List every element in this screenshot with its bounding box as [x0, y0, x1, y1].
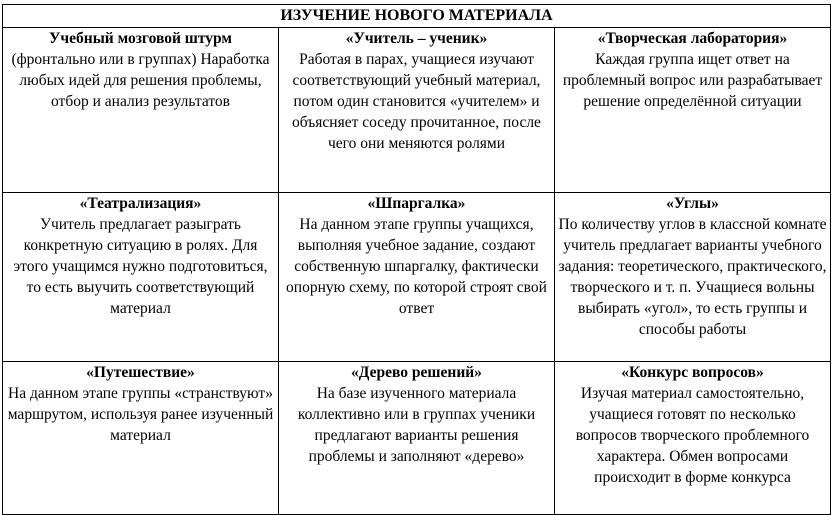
- method-description: (фронтально или в группах) Наработка любых идей для решения проблемы, отбор и анализ результатов: [11, 51, 270, 110]
- method-cell-teacher-student: [279, 28, 555, 193]
- method-title: «Театрализация»: [79, 195, 202, 212]
- method-description: Каждая группа ищет ответ на проблемный вопрос или разрабатывает решение определённой ситуации: [562, 51, 823, 110]
- method-cell-creative-lab: [555, 28, 831, 193]
- table-row: [3, 28, 831, 193]
- method-cell-brainstorm: [3, 28, 279, 193]
- method-title: «Дерево решений»: [351, 364, 482, 381]
- method-title: «Учитель – ученик»: [345, 30, 488, 47]
- method-cell-corners: [555, 193, 831, 362]
- method-description: Учитель предлагает разыграть конкретную ситуацию в ролях. Для этого учащимся нужно подготовиться, то есть выучить соответствующий материал: [13, 216, 268, 317]
- method-title: «Углы»: [666, 195, 719, 212]
- method-description: На базе изученного материала коллективно или в группах ученики предлагают варианты решения проблемы и заполняют «дерево»: [297, 385, 536, 465]
- method-title: Учебный мозговой штурм: [49, 30, 232, 47]
- table-header-row: [3, 5, 831, 28]
- method-cell-theatrical: [3, 193, 279, 362]
- method-title: «Творческая лаборатория»: [597, 30, 788, 47]
- table-row: [3, 193, 831, 362]
- method-description: Изучая материал самостоятельно, учащиеся готовят по несколько вопросов творческого проблемного характера. Обмен вопросами происходит в форме конкурса: [575, 385, 810, 486]
- method-title: «Конкурс вопросов»: [621, 364, 764, 381]
- methods-table-container: [2, 4, 830, 515]
- table-row: [3, 362, 831, 515]
- method-title: «Шпаргалка»: [367, 195, 466, 212]
- method-cell-journey: [3, 362, 279, 515]
- method-title: «Путешествие»: [86, 364, 195, 381]
- methods-table: [2, 4, 831, 515]
- method-description: По количеству углов в классной комнате учитель предлагает варианты учебного задания: теоретического, практического, творческого и т. п. Учащиеся вольны выбирать «угол», то есть группы и способы работы: [558, 216, 827, 338]
- method-cell-cheat-sheet: [279, 193, 555, 362]
- section-title: ИЗУЧЕНИЕ НОВОГО МАТЕРИАЛА: [3, 5, 831, 28]
- method-cell-decision-tree: [279, 362, 555, 515]
- method-description: На данном этапе группы учащихся, выполняя учебное задание, создают собственную шпаргалку, фактически опорную схему, по которой строят свой ответ: [286, 216, 547, 317]
- method-description: Работая в парах, учащиеся изучают соответствующий учебный материал, потом один становится «учителем» и объясняет соседу прочитанное, после чего они меняются ролями: [292, 51, 541, 152]
- method-description: На данном этапе группы «странствуют» маршрутом, используя ранее изученный материал: [7, 385, 274, 444]
- method-cell-question-contest: [555, 362, 831, 515]
